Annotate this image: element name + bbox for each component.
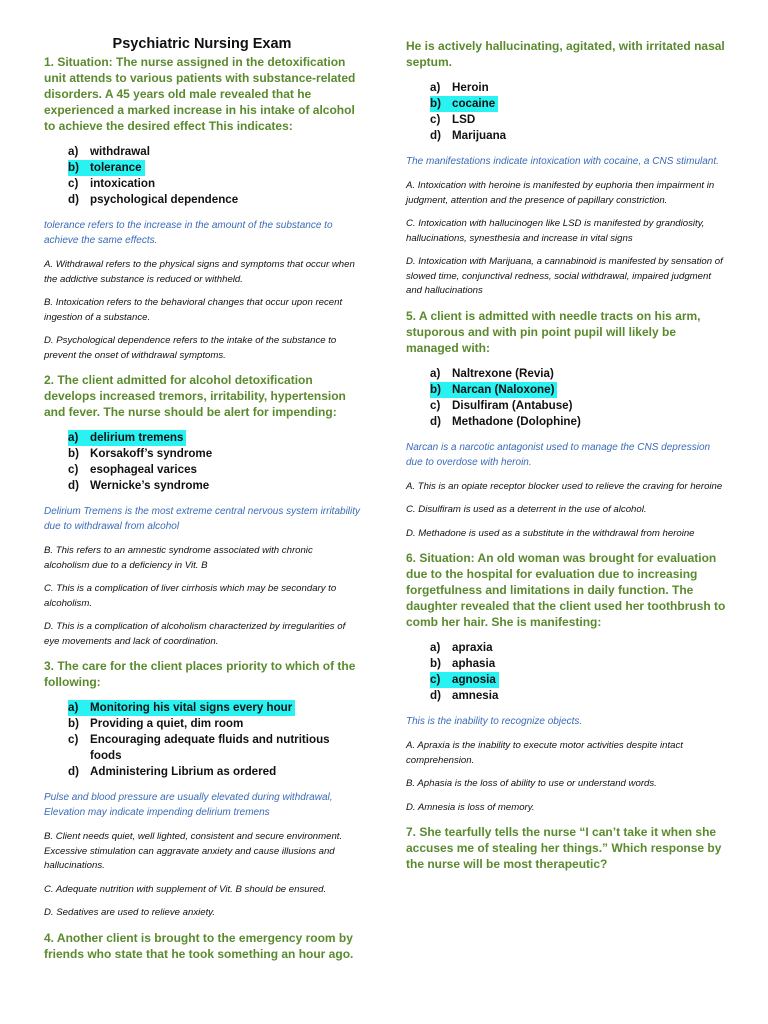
- explanation: Pulse and blood pressure are usually elevated during withdrawal, Elevation may indicate impending delirium tremens: [44, 792, 333, 818]
- rationale-note: A. Withdrawal refers to the physical signs and symptoms that occur when the addictive substance is reduced or withheld.: [44, 259, 355, 285]
- explanation: The manifestations indicate intoxication with cocaine, a CNS stimulant.: [406, 156, 719, 167]
- question-4-options: [406, 80, 726, 144]
- question-7: 7. She tearfully tells the nurse “I can’t take it when she accuses me of stealing her things.” Which response by the nurse will be most therapeutic?: [406, 825, 722, 871]
- option-highlighted: b) tolerance: [68, 160, 360, 176]
- explanation: Delirium Tremens is the most extreme central nervous system irritability due to withdrawal from alcohol: [44, 506, 361, 532]
- option-highlighted: a) Monitoring his vital signs every hour: [68, 700, 360, 716]
- page-title: Psychiatric Nursing Exam: [112, 36, 292, 52]
- question-4: 4. Another client is brought to the emergency room by friends who state that he took something an hour ago.: [44, 930, 354, 961]
- rationale-note: B. Aphasia is the loss of ability to use or understand words.: [406, 778, 657, 789]
- rationale-note: B. This refers to an amnestic syndrome associated with chronic alcoholism due to a deficiency in Vit. B: [44, 545, 313, 571]
- option: d) Administering Librium as ordered: [68, 765, 277, 778]
- option: c) Encouraging adequate fluids and nutritious foods: [68, 733, 330, 762]
- option: a) Naltrexone (Revia): [430, 366, 554, 380]
- option: a) Heroin: [430, 81, 489, 94]
- rationale-note: D. Sedatives are used to relieve anxiety.: [44, 907, 216, 918]
- rationale-note: B. Intoxication refers to the behavioral changes that occur upon recent ingestion of a substance.: [44, 297, 343, 323]
- explanation: This is the inability to recognize objects.: [406, 716, 583, 727]
- option: d) amnesia: [430, 689, 499, 702]
- option: d) Methadone (Dolophine): [430, 414, 581, 428]
- option: b) Korsakoff’s syndrome: [68, 447, 213, 460]
- rationale-note: D. Methadone is used as a substitute in the withdrawal from heroine: [406, 527, 695, 539]
- option-highlighted: b) cocaine: [430, 96, 726, 112]
- option: c) esophageal varices: [68, 463, 197, 476]
- option: d) psychological dependence: [68, 193, 239, 206]
- rationale-note: A. This is an opiate receptor blocker used to relieve the craving for heroine: [406, 480, 723, 492]
- option: a) apraxia: [430, 641, 493, 654]
- option: c) Disulfiram (Antabuse): [430, 398, 573, 412]
- rationale-note: A. Apraxia is the inability to execute motor activities despite intact comprehension.: [406, 740, 683, 766]
- option-highlighted: a) delirium tremens: [68, 430, 360, 446]
- question-1: 1. Situation: The nurse assigned in the detoxification unit attends to various patients with substance-related disorders. A 45 years old male revealed that he experienced a marked increase in his intake of alcohol to achieve the desired effect This indicates:: [44, 55, 356, 133]
- rationale-note: C. Intoxication with hallucinogen like LSD is manifested by grandiosity, hallucinations, synesthesia and increase in vital signs: [406, 218, 705, 244]
- question-1-options: [44, 144, 360, 208]
- option: a) withdrawal: [68, 145, 150, 158]
- rationale-note: B. Client needs quiet, well lighted, consistent and secure environment. Excessive stimulation can aggravate anxiety and cause illusions and hallucinations.: [44, 831, 343, 871]
- explanation: tolerance refers to the increase in the amount of the substance to achieve the same effects.: [44, 220, 333, 246]
- explanation: Narcan is a narcotic antagonist used to manage the CNS depression due to overdose with heroin.: [406, 441, 711, 468]
- rationale-note: A. Intoxication with heroine is manifested by euphoria then impairment in judgment, attention and the presence of papillary constriction.: [406, 180, 715, 206]
- option-highlighted: b) Narcan (Naloxone): [430, 382, 726, 398]
- question-2: 2. The client admitted for alcohol detoxification develops increased tremors, irritability, hypertension and fever. The nurse should be alert for impending:: [44, 373, 346, 419]
- rationale-note: D. Psychological dependence refers to the intake of the substance to prevent the onset of withdrawal symptoms.: [44, 335, 337, 361]
- question-5: 5. A client is admitted with needle tracts on his arm, stuporous and with pin point pupil will likely be managed with:: [406, 308, 701, 355]
- question-4-continued: He is actively hallucinating, agitated, with irritated nasal septum.: [406, 39, 725, 69]
- question-5-options: [406, 366, 726, 430]
- option: d) Wernicke’s syndrome: [68, 479, 210, 492]
- option: b) Providing a quiet, dim room: [68, 717, 244, 730]
- option: b) aphasia: [430, 657, 496, 670]
- question-3: 3. The care for the client places priority to which of the following:: [44, 659, 356, 689]
- rationale-note: C. This is a complication of liver cirrhosis which may be secondary to alcoholism.: [44, 583, 337, 609]
- question-6-options: [406, 640, 726, 704]
- rationale-note: D. Intoxication with Marijuana, a cannabinoid is manifested by sensation of slowed time, conjunctival redness, social withdrawal, impaired judgment and hallucinations: [406, 256, 723, 296]
- rationale-note: C. Disulfiram is used as a deterrent in the use of alcohol.: [406, 504, 647, 515]
- option: c) LSD: [430, 113, 476, 126]
- rationale-note: C. Adequate nutrition with supplement of Vit. B should be ensured.: [44, 883, 327, 895]
- question-6: 6. Situation: An old woman was brought for evaluation due to the hospital for evaluation due to increasing forgetfulness and limitations in daily function. The daughter revealed that the client used her toothbrush to comb her hair. She is manifesting:: [406, 551, 726, 629]
- question-2-options: [44, 430, 360, 494]
- rationale-note: D. This is a complication of alcoholism characterized by irregularities of eye movements and lack of coordination.: [44, 621, 346, 647]
- option: d) Marijuana: [430, 129, 507, 142]
- rationale-note: D. Amnesia is loss of memory.: [406, 801, 535, 813]
- question-3-options: [44, 700, 360, 780]
- right-column: [406, 38, 726, 882]
- option-highlighted: c) agnosia: [430, 672, 726, 688]
- option: c) intoxication: [68, 177, 156, 190]
- left-column: [44, 36, 360, 972]
